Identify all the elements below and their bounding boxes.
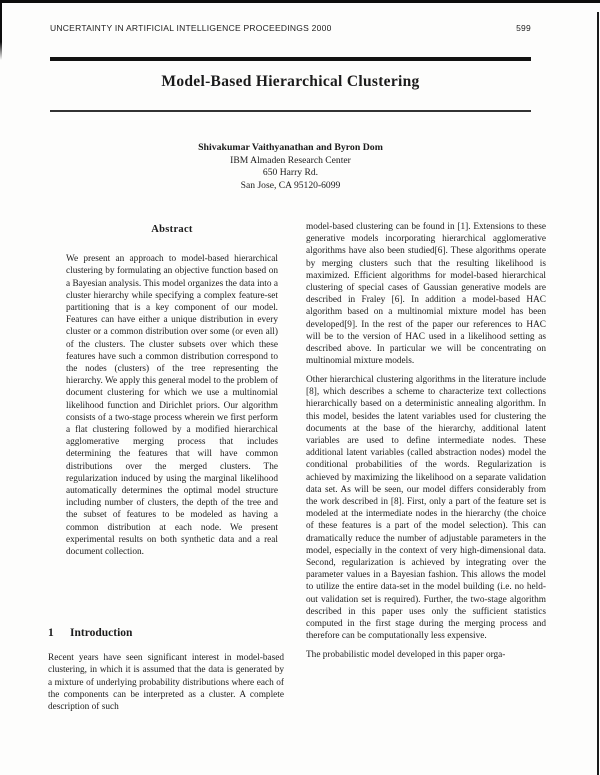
- introduction-heading: [48, 627, 284, 639]
- introduction-section: [48, 627, 284, 713]
- running-title: UNCERTAINTY IN ARTIFICIAL INTELLIGENCE PROCEEDINGS 2000: [50, 23, 332, 33]
- author-block: [50, 142, 531, 192]
- page-number: 599: [516, 23, 531, 33]
- section-title: Introduction: [70, 627, 133, 639]
- author-affiliation: IBM Almaden Research Center: [230, 154, 351, 166]
- scan-edge-top: [0, 0, 600, 3]
- right-column-paragraph-2: Other hierarchical clustering algorithms in the literature include [8], which describes a scheme to characterize text collections hierarchically based on a deterministic annealing algorithm. In this model, besides the latent variables used for clustering the documents at the base of the hierarchy, additional latent variables are used to define intermediate nodes. These additional latent variables (called abstraction nodes) model the conditional probabilities of the words. Regularization is achieved by maximizing the likelihood on a separate validation data set. As will be seen, our model differs considerably from the work described in [8]. First, only a part of the feature set is modeled at the intermediate nodes in the hierarchy (the choice of these features is a part of the model selection). This can dramatically reduce the number of adjustable parameters in the model, especially in the context of very high-dimensional data. Second, regularization is achieved by integrating over the parameter values in a Bayesian fashion. This allows the model to utilize the entire data-set in the model building (i.e. no held-out validation set is required). Further, the two-stage algorithm described in this paper uses only the sufficient statistics computed in the first stage during the merging process and therefore can be computationally less expensive.: [306, 374, 546, 642]
- author-address-street: 650 Harry Rd.: [262, 167, 319, 178]
- right-column-paragraph-3: The probabilistic model developed in this paper orga-: [306, 649, 506, 660]
- running-header: [50, 23, 531, 33]
- author-names: Shivakumar Vaithyanathan and Byron Dom: [198, 142, 383, 153]
- paper-title: Model-Based Hierarchical Clustering: [161, 73, 420, 90]
- abstract-section: [48, 224, 284, 558]
- section-number: 1: [48, 627, 54, 639]
- scan-edge-right: [597, 12, 599, 775]
- title-rule-top: [50, 57, 531, 61]
- abstract-heading: Abstract: [151, 224, 193, 235]
- right-column-paragraph-1: model-based clustering can be found in [1]. Extensions to these generative models incorporating hierarchical agglomerative algorithms have also been studied[6]. These algorithms operate by merging clusters such that the resulting likelihood is maximized. Efficient algorithms for model-based hierarchical clustering of special cases of Gaussian generative models are described in Fraley [6]. In addition a model-based HAC algorithm based on a multinomial mixture model has been developed[9]. In the rest of the paper our references to HAC will be to the version of HAC used in a likelihood setting as described above. In particular we will be concentrating on multinomial mixture models.: [306, 222, 546, 367]
- author-address-city: San Jose, CA 95120-6099: [240, 179, 341, 191]
- abstract-body: We present an approach to model-based hierarchical clustering by formulating an objective function based on a Bayesian analysis. This model organizes the data into a cluster hierarchy while specifying a complex feature-set partitioning that is a key component of our model. Features can have either a unique distribution in every cluster or a common distribution over some (or even all) of the clusters. The cluster subsets over which these features have such a common distribution correspond to the nodes (clusters) of the tree representing the hierarchy. We apply this general model to the problem of document clustering for which we use a multinomial likelihood function and Dirichlet priors. Our algorithm consists of a two-stage process wherein we first perform a flat clustering followed by a modified hierarchical agglomerative merging process that includes determining the features that will have common distributions over the merged clusters. The regularization induced by using the marginal likelihood automatically determines the optimal model structure including number of clusters, the depth of the tree and the subset of features to be modeled as having a common distribution at each node. We present experimental results on both synthetic data and a real document collection.: [66, 254, 278, 558]
- scan-edge-left: [0, 0, 2, 60]
- introduction-paragraph: Recent years have seen significant interest in model-based clustering, in which it is assumed that the data is generated by a mixture of underlying probability distributions where each of the components can be interpreted as a cluster. A complete description of such: [48, 653, 284, 713]
- right-column: [306, 221, 546, 661]
- title-rule-bottom: [50, 110, 531, 112]
